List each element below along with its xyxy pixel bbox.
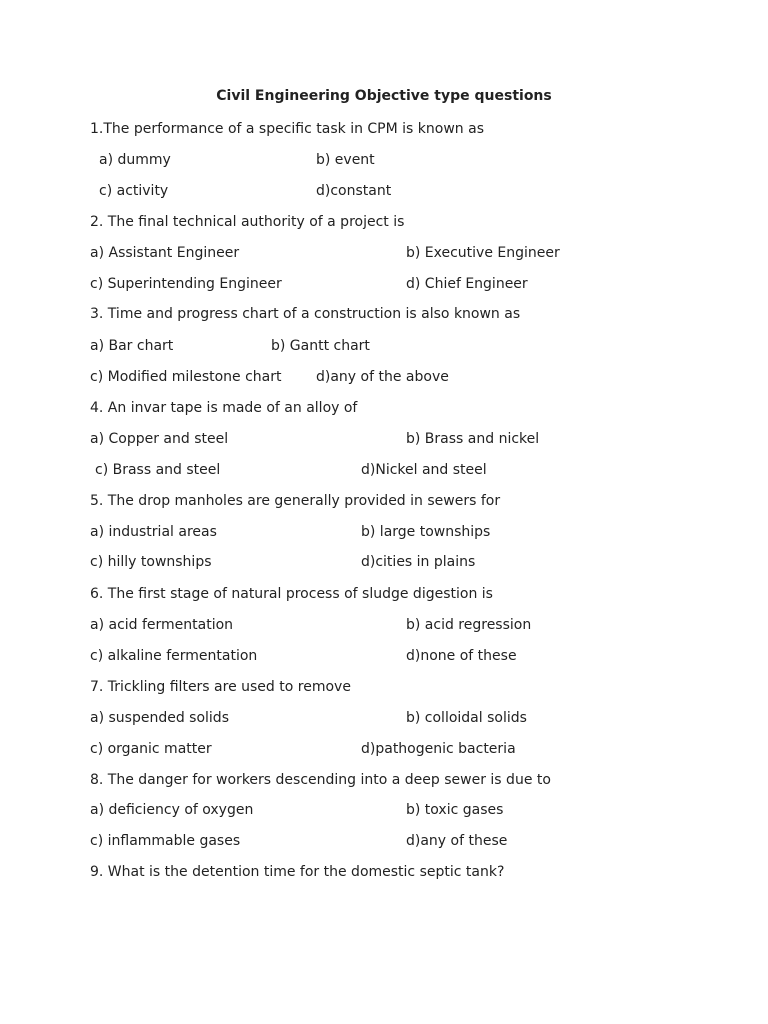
q6-option-d: d)none of these (406, 648, 517, 664)
q5-option-a: a) industrial areas (90, 524, 217, 540)
q1-option-d: d)constant (316, 183, 392, 199)
question-4: 4. An invar tape is made of an alloy of (90, 400, 358, 416)
q4-option-b: b) Brass and nickel (406, 431, 540, 447)
q1-option-c: c) activity (99, 183, 169, 199)
q8-option-c: c) inflammable gases (90, 833, 241, 849)
q8-option-a: a) deficiency of oxygen (90, 802, 254, 818)
q3-option-b: b) Gantt chart (271, 338, 370, 354)
question-1: 1.The performance of a specific task in CPM is known as (90, 121, 484, 137)
q4-option-c: c) Brass and steel (95, 462, 221, 478)
question-5: 5. The drop manholes are generally provided in sewers for (90, 493, 501, 509)
question-6: 6. The first stage of natural process of sludge digestion is (90, 586, 493, 602)
q2-option-a: a) Assistant Engineer (90, 245, 240, 261)
q5-option-b: b) large townships (361, 524, 491, 540)
q3-option-a: a) Bar chart (90, 338, 174, 354)
q5-option-d: d)cities in plains (361, 554, 476, 570)
q4-option-d: d)Nickel and steel (361, 462, 487, 478)
q1-option-a: a) dummy (99, 152, 171, 168)
q7-option-b: b) colloidal solids (406, 710, 527, 726)
question-7: 7. Trickling filters are used to remove (90, 679, 351, 695)
q7-option-d: d)pathogenic bacteria (361, 741, 516, 757)
q2-option-c: c) Superintending Engineer (90, 276, 282, 292)
q2-option-d: d) Chief Engineer (406, 276, 528, 292)
q6-option-b: b) acid regression (406, 617, 532, 633)
question-8: 8. The danger for workers descending into a deep sewer is due to (90, 772, 551, 788)
question-3: 3. Time and progress chart of a construction is also known as (90, 306, 521, 322)
q3-option-d: d)any of the above (316, 369, 449, 385)
page-title: Civil Engineering Objective type questions (216, 88, 552, 104)
q6-option-a: a) acid fermentation (90, 617, 234, 633)
q8-option-b: b) toxic gases (406, 802, 504, 818)
q6-option-c: c) alkaline fermentation (90, 648, 258, 664)
q3-option-c: c) Modified milestone chart (90, 369, 282, 385)
q1-option-b: b) event (316, 152, 375, 168)
q2-option-b: b) Executive Engineer (406, 245, 560, 261)
q7-option-c: c) organic matter (90, 741, 212, 757)
q4-option-a: a) Copper and steel (90, 431, 229, 447)
question-2: 2. The final technical authority of a project is (90, 214, 405, 230)
q7-option-a: a) suspended solids (90, 710, 229, 726)
q5-option-c: c) hilly townships (90, 554, 212, 570)
q8-option-d: d)any of these (406, 833, 508, 849)
question-9: 9. What is the detention time for the domestic septic tank? (90, 864, 505, 880)
